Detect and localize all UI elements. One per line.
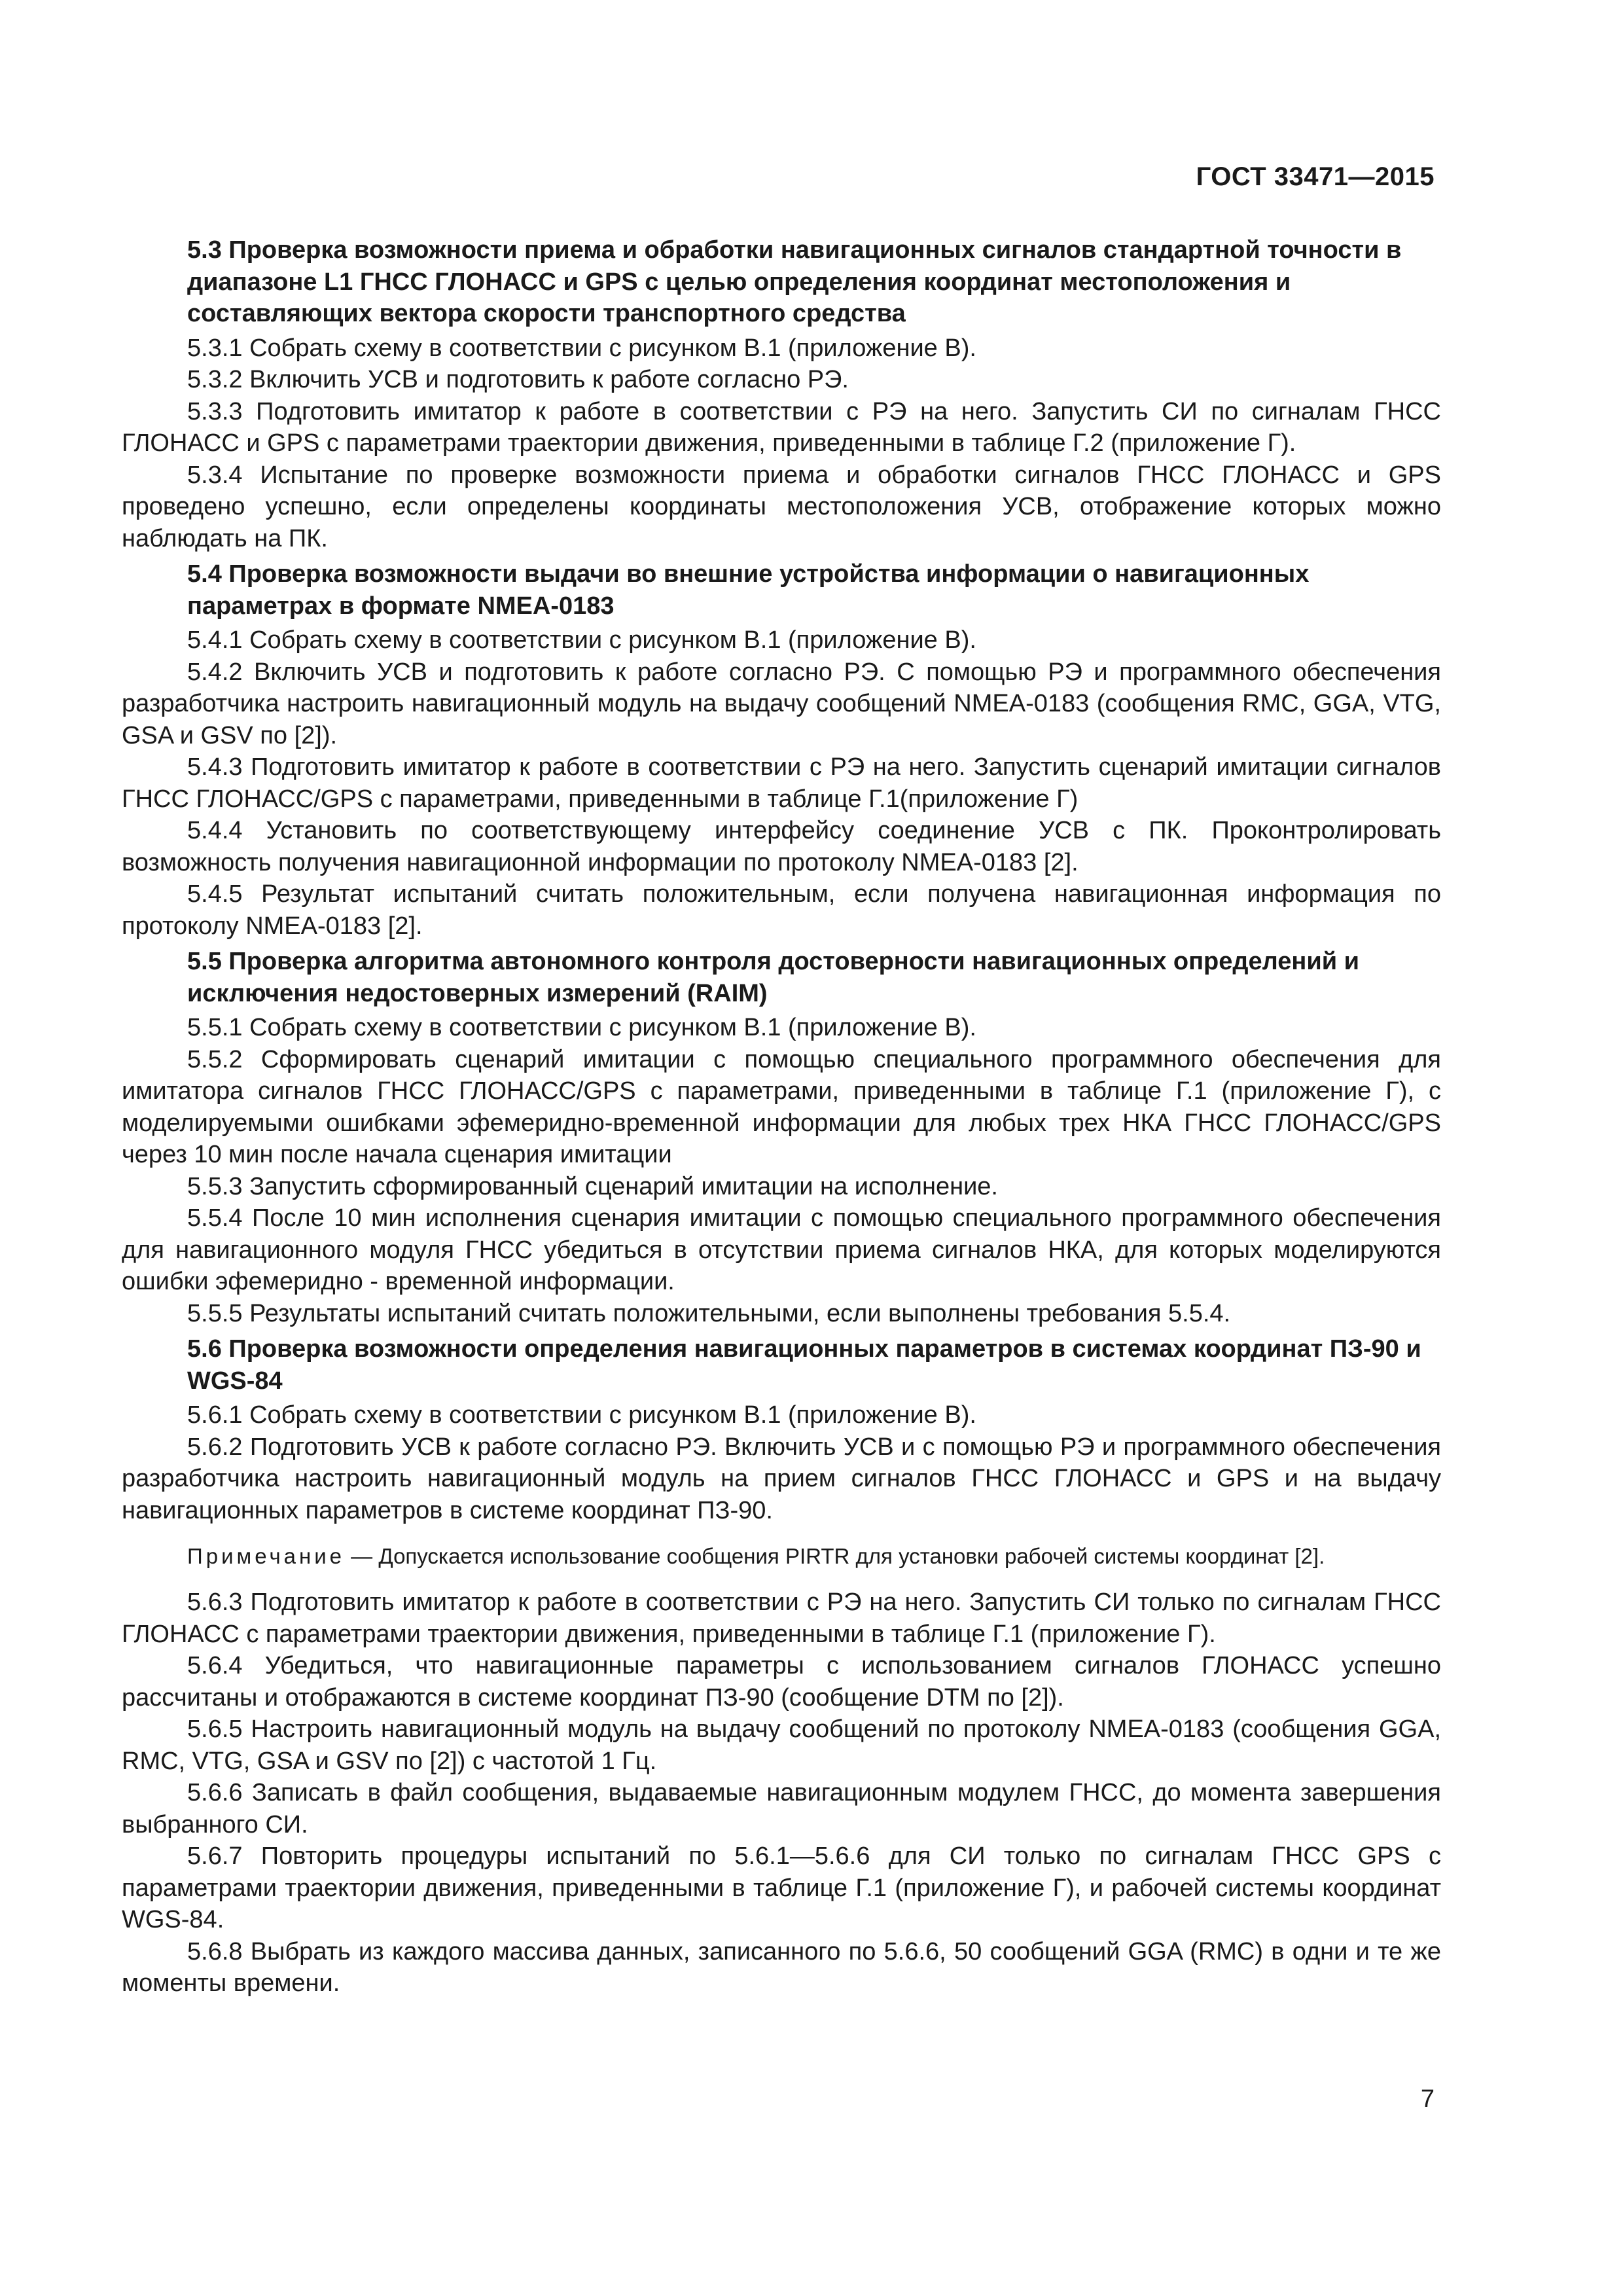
paragraph: 5.6.7 Повторить процедуры испытаний по 5.6.1—5.6.6 для СИ только по сигналам ГНСС GPS с параметрами траектории движения, приведенными в таблице Г.1 (приложение Г), и рабочей системы координат WGS-84. bbox=[122, 1842, 1441, 1933]
paragraph: 5.4.2 Включить УСВ и подготовить к работе согласно РЭ. С помощью РЭ и программного обеспечения разработчика настроить навигационный модуль на выдачу сообщений NMEA-0183 (сообщения RMC, GGA, VTG, GSA и GSV по [2]). bbox=[122, 658, 1441, 749]
note bbox=[122, 1542, 1441, 1571]
paragraph: 5.6.5 Настроить навигационный модуль на выдачу сообщений по протоколу NMEA-0183 (сообщения GGA, RMC, VTG, GSA и GSV по [2]) с частотой 1 Гц. bbox=[122, 1715, 1441, 1775]
note-label: Примечание bbox=[187, 1544, 346, 1568]
paragraph: 5.5.3 Запустить сформированный сценарий имитации на исполнение. bbox=[187, 1172, 998, 1200]
paragraph: 5.3.2 Включить УСВ и подготовить к работе согласно РЭ. bbox=[187, 366, 849, 393]
paragraph: 5.5.1 Собрать схему в соответствии с рисунком В.1 (приложение В). bbox=[187, 1014, 976, 1041]
note-text: — Допускается использование сообщения PIRTR для установки рабочей системы координат [2]. bbox=[345, 1544, 1325, 1568]
paragraph: 5.4.1 Собрать схему в соответствии с рисунком В.1 (приложение В). bbox=[187, 626, 976, 654]
paragraph: 5.4.4 Установить по соответствующему интерфейсу соединение УСВ с ПК. Проконтролировать возможность получения навигационной информации по протоколу NMEA-0183 [2]. bbox=[122, 817, 1441, 876]
paragraph: 5.3.1 Собрать схему в соответствии с рисунком В.1 (приложение В). bbox=[187, 334, 976, 362]
section-heading: 5.6 Проверка возможности определения навигационных параметров в системах координат ПЗ-90 и WGS-84 bbox=[187, 1335, 1421, 1395]
paragraph: 5.3.3 Подготовить имитатор к работе в соответствии с РЭ на него. Запустить СИ по сигналам ГНСС ГЛОНАСС и GPS с параметрами траектории движения, приведенными в таблице Г.2 (приложение Г). bbox=[122, 397, 1441, 457]
paragraph: 5.4.3 Подготовить имитатор к работе в соответствии с РЭ на него. Запустить сценарий имитации сигналов ГНСС ГЛОНАСС/GPS с параметрами, приведенными в таблице Г.1(приложение Г) bbox=[122, 753, 1441, 813]
paragraph: 5.6.2 Подготовить УСВ к работе согласно РЭ. Включить УСВ и с помощью РЭ и программного обеспечения разработчика настроить навигационный модуль на прием сигналов ГНСС ГЛОНАСС и GPS и на выдачу навигационных параметров в системе координат ПЗ-90. bbox=[122, 1433, 1441, 1524]
paragraph: 5.5.5 Результаты испытаний считать положительными, если выполнены требования 5.5.4. bbox=[187, 1299, 1231, 1327]
section-heading: 5.3 Проверка возможности приема и обработки навигационных сигналов стандартной точности в диапазоне L1 ГНСС ГЛОНАСС и GPS с целью определения координат местоположения и составляющих вектора скорости транспортного средства bbox=[187, 236, 1402, 327]
paragraph: 5.6.1 Собрать схему в соответствии с рисунком В.1 (приложение В). bbox=[187, 1401, 976, 1429]
paragraph: 5.6.6 Записать в файл сообщения, выдаваемые навигационным модулем ГНСС, до момента завершения выбранного СИ. bbox=[122, 1779, 1441, 1839]
paragraph: 5.6.8 Выбрать из каждого массива данных, записанного по 5.6.6, 50 сообщений GGA (RMC) в одни и те же моменты времени. bbox=[122, 1937, 1441, 1997]
section-heading: 5.5 Проверка алгоритма автономного контроля достоверности навигационных определений и исключения недостоверных измерений (RAIM) bbox=[187, 948, 1360, 1007]
document-body bbox=[122, 230, 1441, 2000]
page-number: 7 bbox=[1420, 2085, 1435, 2113]
paragraph: 5.5.2 Сформировать сценарий имитации с помощью специального программного обеспечения для имитатора сигналов ГНСС ГЛОНАСС/GPS с параметрами, приведенными в таблице Г.1 (приложение Г), с моделируемыми ошибками эфемеридно-временной информации для любых трех НКА ГНСС ГЛОНАСС/GPS через 10 мин после начала сценария имитации bbox=[122, 1045, 1441, 1168]
paragraph: 5.6.3 Подготовить имитатор к работе в соответствии с РЭ на него. Запустить СИ только по сигналам ГНСС ГЛОНАСС с параметрами траектории движения, приведенными в таблице Г.1 (приложение Г). bbox=[122, 1588, 1441, 1648]
document-id: ГОСТ 33471—2015 bbox=[1196, 162, 1435, 191]
paragraph: 5.4.5 Результат испытаний считать положительным, если получена навигационная информация по протоколу NMEA-0183 [2]. bbox=[122, 880, 1441, 940]
paragraph: 5.6.4 Убедиться, что навигационные параметры с использованием сигналов ГЛОНАСС успешно рассчитаны и отображаются в системе координат ПЗ-90 (сообщение DTM по [2]). bbox=[122, 1652, 1441, 1712]
section-heading: 5.4 Проверка возможности выдачи во внешние устройства информации о навигационных параметрах в формате NMEA-0183 bbox=[187, 560, 1310, 620]
paragraph: 5.3.4 Испытание по проверке возможности приема и обработки сигналов ГНСС ГЛОНАСС и GPS проведено успешно, если определены координаты местоположения УСВ, отображение которых можно наблюдать на ПК. bbox=[122, 461, 1441, 552]
paragraph: 5.5.4 После 10 мин исполнения сценария имитации с помощью специального программного обеспечения для навигационного модуля ГНСС убедиться в отсутствии приема сигналов НКА, для которых моделируются ошибки эфемеридно - временной информации. bbox=[122, 1204, 1441, 1295]
